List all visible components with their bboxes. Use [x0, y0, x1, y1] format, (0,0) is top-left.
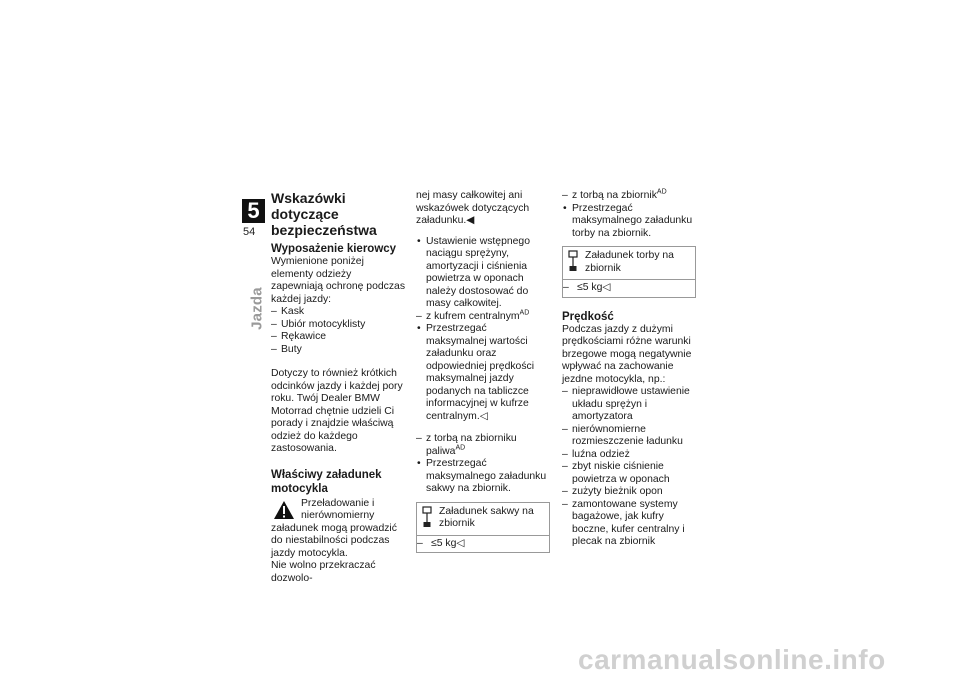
list-item: – Rękawice [271, 331, 405, 344]
subsection-title-rider-gear: Wyposażenie kierowcy [271, 243, 397, 255]
end-mark: ◀ [466, 215, 475, 226]
spec-value-text: ≤5 kg [431, 537, 457, 549]
bullet-tank-bag: • Przestrzegać maksymalnego załadunku sakwy na zbiornik. [416, 458, 550, 496]
spec-box-tank-bag-2 [562, 246, 696, 298]
spec-box-header [563, 247, 695, 279]
list-item: – nieprawidłowe ustawienie układu sprężyn i amortyzatora [562, 386, 696, 424]
warning-continuation: Nie wolno przekraczać dozwolo- [271, 560, 376, 584]
condition-text: z torbą na zbiornik [572, 190, 657, 201]
warning-text: Przeładowanie i nierównomierny załadunek mogą prowadzić do niestabilności podczas jazdy motocykla. [271, 497, 397, 559]
gear-note: Dotyczy to również krótkich odcinków jazdy i każdej pory roku. Twój Dealer BMW Motorrad chętnie udzieli Ci porady i znajdzie właściwą odzież do każdego zastosowania. [271, 368, 403, 454]
accessory-sup: AD [455, 444, 466, 452]
list-item: – Kask [271, 306, 405, 319]
list-item: – zamontowane systemy bagażowe, jak kufry boczne, kufer centralny i plecak na zbiornik [562, 499, 696, 549]
list-item: – nierównomierne rozmieszczenie ładunku [562, 424, 696, 449]
list-item: – Buty [271, 344, 405, 357]
subsection-title-speed: Prędkość [562, 310, 614, 323]
condition-tank-bag [416, 433, 550, 458]
subsection-title-loading: Właściwy załadunek motocykla [271, 468, 382, 495]
condition-tank-bag-2 [562, 190, 696, 203]
chapter-side-label: Jazda [248, 287, 266, 330]
gear-list [271, 306, 405, 356]
list-item: – zbyt niskie ciśnienie powietrza w oponach [562, 461, 696, 486]
chapter-number-badge: 5 [242, 199, 265, 223]
continuation-text: nej masy całkowitej ani wskazówek dotyczących załadunku. [416, 190, 530, 226]
spec-box-tank-bag [416, 502, 550, 554]
loading-continuation [416, 190, 550, 228]
speed-list [562, 386, 696, 549]
accessory-sup: AD [656, 188, 667, 196]
gear-intro: Wymienione poniżej elementy odzieży zapewniają ochronę podczas każdej jazdy: [271, 256, 406, 305]
condition-top-case [416, 311, 550, 324]
end-mark: ◁ [456, 537, 465, 549]
spec-label: Załadunek torby na zbiornik [585, 250, 674, 274]
condition-text: z kufrem centralnym [426, 310, 520, 322]
end-mark: ◁ [479, 410, 488, 422]
end-mark: ◁ [602, 282, 611, 293]
warning-triangle-icon [273, 500, 295, 520]
spec-box-header [417, 503, 549, 535]
list-item: – zużyty bieżnik opon [562, 486, 696, 499]
column-3 [562, 190, 696, 549]
page-number: 54 [243, 226, 256, 238]
spec-value [563, 279, 695, 297]
list-item: – Ubiór motocyklisty [271, 319, 405, 332]
warning-block [271, 498, 405, 586]
section-title: Wskazówki dotyczące bezpieczeństwa [271, 190, 377, 238]
speed-intro: Podczas jazdy z dużymi prędkościami różne warunki brzegowe mogą negatywnie wpływać na zachowanie jezdne motocykla, np.: [562, 323, 692, 385]
column-2 [416, 190, 550, 553]
spec-value [417, 535, 549, 553]
luggage-weight-icon [567, 250, 579, 272]
luggage-weight-icon [421, 506, 433, 528]
bullet-text: Przestrzegać maksymalnej wartości załadunku oraz odpowiedniej prędkości maksymalnej jazdy podanych na tabliczce informacyjnej w kufrze centralnym. [426, 323, 535, 422]
condition-text: z torbą na zbiorniku paliwa [426, 433, 517, 457]
bullet-preload: • Ustawienie wstępnego naciągu sprężyny, amortyzacji i ciśnienia powietrza w oponach należy dostosować do masy całkowitej. [416, 236, 550, 311]
column-1 [271, 190, 405, 585]
list-item: – luźna odzież [562, 449, 696, 462]
accessory-sup: AD [519, 309, 530, 317]
spec-value-text: ≤5 kg [577, 282, 603, 293]
bullet-tank-bag-2: • Przestrzegać maksymalnego załadunku torby na zbiornik. [562, 203, 696, 241]
watermark: carmanualsonline.info [578, 644, 886, 675]
bullet-top-case [416, 323, 550, 423]
spec-label: Załadunek sakwy na zbiornik [439, 505, 534, 529]
